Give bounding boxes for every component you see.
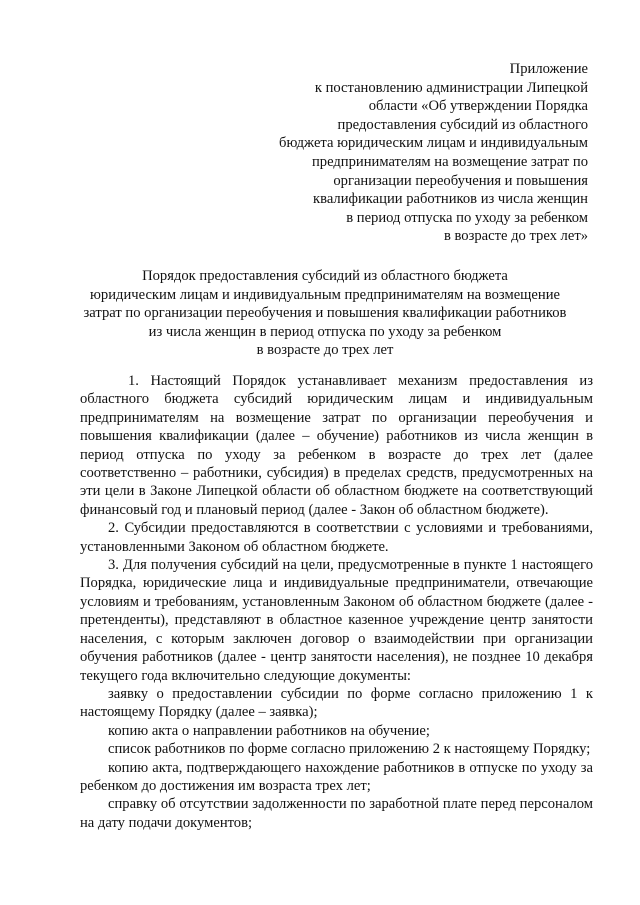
paragraph-3: 3. Для получения субсидий на цели, предусмотренные в пункте 1 настоящего Порядка, юридические лица и индивидуальные предприниматели, отвечающие условиям и требованиям, установленным Законом об областном бюджете (далее - претенденты), представляют в областное казенное учреждение центр занятости населения, с которым заключен договор о взаимодействии при организации обучения работников (далее - центр занятости населения), не позднее 10 декабря текущего года включительно следующие документы:	[80, 557, 593, 684]
document-list-item: справку об отсутствии задолженности по заработной плате перед персоналом на дату подачи документов;	[80, 796, 593, 831]
appendix-line: Приложение	[509, 61, 588, 77]
paragraph-2: 2. Субсидии предоставляются в соответствии с условиями и требованиями, установленными Законом об областном бюджете.	[80, 520, 593, 555]
appendix-line: к постановлению администрации Липецкой	[314, 79, 588, 96]
appendix-line: в период отпуска по уходу за ребенком	[346, 209, 588, 226]
title-line: из числа женщин в период отпуска по уходу за ребенком	[148, 323, 502, 340]
document-list-item: заявку о предоставлении субсидии по форме согласно приложению 1 к настоящему Порядку (далее – заявка);	[80, 685, 593, 721]
appendix-line: в возрасте до трех лет»	[443, 228, 588, 245]
title-line: затрат по организации переобучения и повышения квалификации работников	[83, 305, 567, 322]
appendix-line: бюджета юридическим лицам и индивидуальным	[279, 135, 588, 152]
appendix-line: предоставления субсидий из областного	[337, 116, 588, 133]
document-title	[60, 267, 590, 360]
appendix-line: организации переобучения и повышения	[333, 172, 588, 189]
appendix-header	[258, 60, 588, 246]
title-line: Порядок предоставления субсидий из областного бюджета	[142, 268, 508, 284]
document-list-item: копию акта о направлении работников на обучение;	[108, 722, 430, 739]
appendix-line: квалификации работников из числа женщин	[313, 191, 588, 208]
paragraph-1: 1. Настоящий Порядок устанавливает механизм предоставления из областного бюджета субсидий юридическим лицам и индивидуальным предпринимателям на возмещение затрат по организации переобучения и повышения квалификации (далее – обучение) работников из числа женщин в период отпуска по уходу за ребенком в возрасте до трех лет (далее соответственно – работники, субсидия) в пределах средств, предусмотренных на эти цели в Законе Липецкой области об областном бюджете на соответствующий финансовый год и плановый период (далее - Закон об областном бюджете).	[80, 373, 593, 518]
title-line: в возрасте до трех лет	[256, 342, 394, 359]
document-list-item: список работников по форме согласно приложению 2 к настоящему Порядку;	[108, 741, 591, 758]
document-list-item: копию акта, подтверждающего нахождение работников в отпуске по уходу за ребенком до достижения им возраста трех лет;	[80, 759, 593, 794]
appendix-line: предпринимателям на возмещение затрат по	[311, 153, 588, 170]
document-body	[80, 372, 593, 832]
appendix-line: области «Об утверждении Порядка	[368, 98, 588, 115]
title-line: юридическим лицам и индивидуальным предпринимателям на возмещение	[90, 286, 560, 303]
